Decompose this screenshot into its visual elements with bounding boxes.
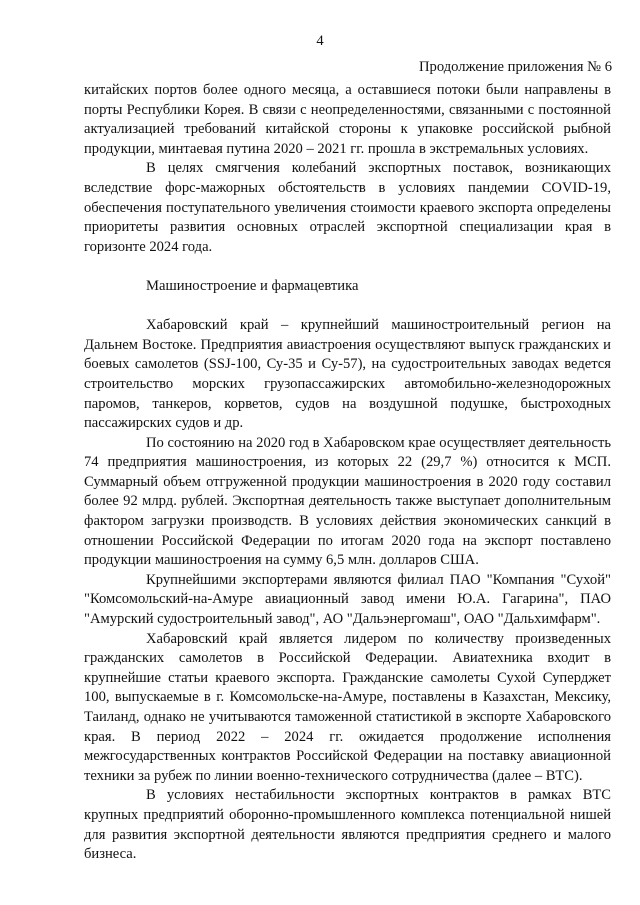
paragraph: Крупнейшими экспортерами являются филиал ПАО "Компания "Сухой" "Комсомольский-на-Амуре авиационный завод имени Ю.А. Гагарина", ПАО "Амурский судостроительный завод", АО "Дальэнергомаш", ОАО "Дальхимфарм". <box>84 571 611 628</box>
document-body <box>84 81 611 865</box>
paragraph: В целях смягчения колебаний экспортных поставок, возникающих вследствие форс-мажорных обстоятельств в условиях пандемии COVID-19, обеспечения поступательного увеличения стоимости краевого экспорта определены приоритеты развития основных отраслей экспортной специализации края в горизонте 2024 года. <box>84 160 611 255</box>
paragraph: По состоянию на 2020 год в Хабаровском крае осуществляет деятельность 74 предприятия машиностроения, из которых 22 (29,7 %) относится к МСП. Суммарный объем отгруженной продукции машиностроения в 2020 году составил более 92 млрд. рублей. Экспортная деятельность также выступает дополнительным фактором загрузки производств. В условиях действия экономических санкций в отношении Российской Федерации по итогам 2020 года на экспорт поставлено продукции машиностроения на сумму 6,5 млн. долларов США. <box>84 434 611 569</box>
page-number: 4 <box>316 33 324 49</box>
section-heading: Машиностроение и фармацевтика <box>146 277 359 294</box>
spacer <box>84 257 611 277</box>
paragraph: Хабаровский край является лидером по количеству произведенных гражданских самолетов в Российской Федерации. Авиатехника входит в крупнейшие статьи краевого экспорта. Гражданские самолеты Сухой Суперджет 100, выпускаемые в г. Комсомольске-на-Амуре, поставлены в Казахстан, Мексику, Таиланд, однако не учитываются таможенной статистикой в экспорте Хабаровского края. В период 2022 – 2024 гг. ожидается продолжение исполнения межгосударственных контрактов Российской Федерации на поставку авиационной техники за рубеж по линии военно-технического сотрудничества (далее – ВТС). <box>84 630 611 784</box>
appendix-label: Продолжение приложения № 6 <box>419 59 612 75</box>
paragraph: китайских портов более одного месяца, а оставшиеся потоки были направлены в порты Республики Корея. В связи с неопределенностями, связанными с постоянной актуализацией требований китайской стороны к упаковке российской рыбной продукции, минтаевая путина 2020 – 2021 гг. прошла в экстремальных условиях. <box>84 82 611 157</box>
paragraph: В условиях нестабильности экспортных контрактов в рамках ВТС крупных предприятий оборонно-промышленного комплекса потенциальной нишей для развития экспортной деятельности являются предприятия среднего и малого бизнеса. <box>84 787 611 863</box>
spacer <box>84 297 611 317</box>
paragraph: Хабаровский край – крупнейший машиностроительный регион на Дальнем Востоке. Предприятия авиастроения осуществляют выпуск гражданских и боевых самолетов (SSJ-100, Су-35 и Су-57), на судостроительных заводах ведется строительство морских грузопассажирских автомобильно-железнодорожных паромов, танкеров, корветов, судов на воздушной подушке, быстроходных пассажирских судов и др. <box>84 317 611 432</box>
